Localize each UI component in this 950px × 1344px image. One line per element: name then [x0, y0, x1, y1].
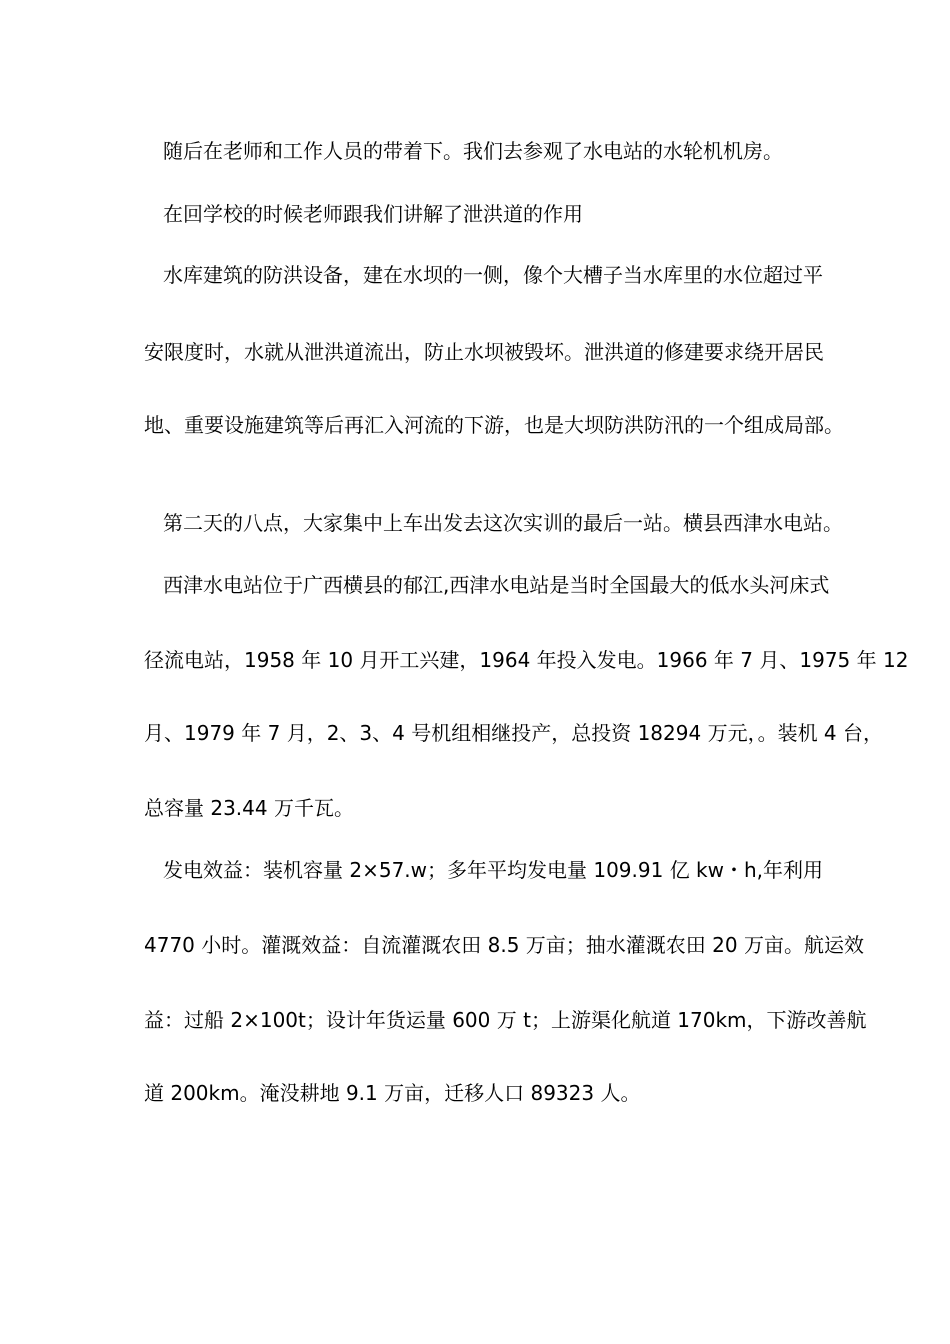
text-line: 西津水电站位于广西横县的郁江,西津水电站是当时全国最大的低水头河床式 — [163, 573, 830, 597]
text-line: 径流电站，1958 年 10 月开工兴建，1964 年投入发电。1966 年 7 月、1975 年 12 — [144, 648, 909, 672]
text-line: 第二天的八点，大家集中上车出发去这次实训的最后一站。横县西津水电站。 — [163, 511, 843, 535]
text-line: 月、1979 年 7 月，2、3、4 号机组相继投产，总投资 18294 万元，。装机 4 台， — [144, 721, 884, 745]
text-line: 道 200km。淹没耕地 9.1 万亩，迁移人口 89323 人。 — [144, 1081, 641, 1105]
text-line: 在回学校的时候老师跟我们讲解了泄洪道的作用 — [163, 202, 583, 226]
text-line: 益：过船 2×100t；设计年货运量 600 万 t；上游渠化航道 170km，下游改善航 — [144, 1008, 867, 1032]
text-line: 水库建筑的防洪设备，建在水坝的一侧，像个大槽子当水库里的水位超过平 — [163, 263, 823, 287]
text-line: 安限度时，水就从泄洪道流出，防止水坝被毁坏。泄洪道的修建要求绕开居民 — [144, 340, 824, 364]
text-line: 总容量 23.44 万千瓦。 — [144, 796, 354, 820]
text-line: 随后在老师和工作人员的带着下。我们去参观了水电站的水轮机机房。 — [163, 139, 783, 163]
text-line: 地、重要设施建筑等后再汇入河流的下游，也是大坝防洪防汛的一个组成局部。 — [144, 413, 844, 437]
text-line: 4770 小时。灌溉效益：自流灌溉农田 8.5 万亩；抽水灌溉农田 20 万亩。航运效 — [144, 933, 864, 957]
text-line: 发电效益：装机容量 2×57.w；多年平均发电量 109.91 亿 kw・h,年利用 — [163, 858, 824, 882]
